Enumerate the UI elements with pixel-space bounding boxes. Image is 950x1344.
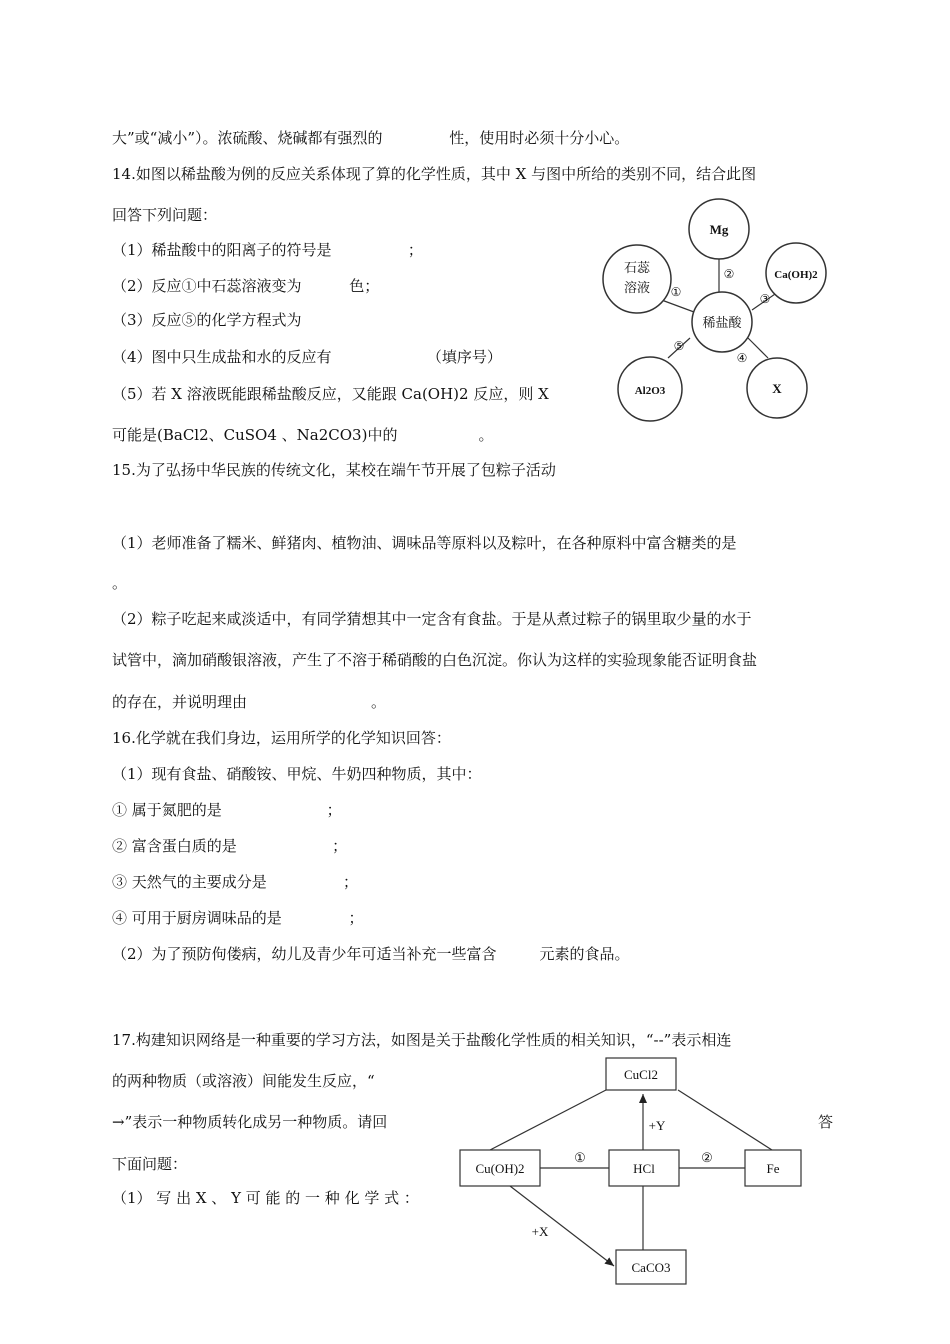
hcl-label: HCl — [633, 1161, 655, 1176]
question-16-part-1: （1）现有食盐、硝酸铵、甲烷、牛奶四种物质，其中： — [112, 765, 482, 783]
litmus-label-2: 溶液 — [623, 280, 651, 295]
litmus-label-1: 石蕊 — [623, 260, 651, 275]
question-16-part-2: （2）为了预防佝偻病，幼儿及青少年可适当补充一些富含 元素的食品。 — [112, 945, 630, 963]
question-16-item-2: ② 富含蛋白质的是 ； — [112, 837, 348, 855]
cucl2-label: CuCl2 — [624, 1067, 658, 1082]
question-14-part-4: （4）图中只生成盐和水的反应有 （填序号） — [112, 348, 502, 366]
question-14-part-3: （3）反应⑤的化学方程式为 — [112, 311, 302, 329]
text-line-1: 大”或“减小”）。浓硫酸、烧碱都有强烈的 性，使用时必须十分小心。 — [112, 129, 630, 147]
question-15-part-1: （1）老师准备了糯米、鲜猪肉、植物油、调味品等原料以及粽叶，在各种原料中富含糖类的是 — [112, 534, 737, 552]
question-16-item-3: ③ 天然气的主要成分是 ； — [112, 873, 359, 891]
question-15-part-2-end: 的存在，并说明理由 。 — [112, 693, 386, 711]
question-15-stem: 15.为了弘扬中华民族的传统文化，某校在端午节开展了包粽子活动 — [112, 461, 556, 479]
reaction-5-marker: ⑤ — [673, 339, 685, 353]
question-16-item-1: ① 属于氮肥的是 ； — [112, 801, 342, 819]
question-16-stem: 16.化学就在我们身边，运用所学的化学知识回答： — [112, 729, 451, 747]
question-14-part-5-cont: 可能是(BaCl2、CuSO4 、Na2CO3)中的 。 — [112, 426, 494, 444]
plus-x-label: +X — [531, 1224, 549, 1239]
fe-label: Fe — [766, 1161, 780, 1176]
reaction-1-marker: ① — [670, 285, 682, 299]
dilute-hcl-label: 稀盐酸 — [702, 315, 742, 330]
question-17-stem-end: 答 — [818, 1113, 834, 1131]
question-14-part-5: （5）若 X 溶液既能跟稀盐酸反应，又能跟 Ca(OH)2 反应，则 X — [112, 385, 549, 403]
question-17-part-1: （1） 写 出 X 、 Y 可 能 的 一 种 化 学 式 ： — [112, 1189, 419, 1207]
caoh2-label: Ca(OH)2 — [774, 269, 818, 281]
al2o3-label: Al2O3 — [634, 385, 666, 397]
question-14-prompt: 回答下列问题： — [112, 206, 218, 224]
litmus-node — [603, 245, 671, 313]
caco3-label: CaCO3 — [631, 1260, 671, 1275]
x-label: X — [772, 381, 782, 396]
reaction-4-marker: ④ — [736, 351, 748, 365]
reaction-1-marker-2: ① — [574, 1150, 586, 1165]
question-15-part-2: （2）粽子吃起来咸淡适中，有同学猜想其中一定含有食盐。于是从煮过粽子的锅里取少量的水于 — [112, 610, 752, 628]
question-17-stem-cont-2: →”表示一种物质转化成另一种物质。请回 — [112, 1113, 388, 1131]
question-14-part-2: （2）反应①中石蕊溶液变为 色； — [112, 277, 380, 295]
question-15-part-2-cont: 试管中，滴加硝酸银溶液，产生了不溶于稀硝酸的白色沉淀。你认为这样的实验现象能否证明食盐 — [112, 651, 758, 669]
question-16-item-4: ④ 可用于厨房调味品的是 ； — [112, 909, 364, 927]
mg-label: Mg — [709, 222, 729, 237]
plus-y-label: +Y — [648, 1118, 666, 1133]
reaction-3-marker: ③ — [759, 292, 771, 306]
reaction-2-marker: ② — [723, 267, 735, 281]
question-17-prompt: 下面问题： — [112, 1155, 188, 1173]
question-15-part-1-end: 。 — [112, 574, 128, 592]
question-14-stem: 14.如图以稀盐酸为例的反应关系体现了算的化学性质，其中 X 与图中所给的类别不同，结合此图 — [112, 165, 757, 183]
question-14-part-1: （1）稀盐酸中的阳离子的符号是 ； — [112, 241, 423, 259]
reaction-2-marker-2: ② — [701, 1150, 713, 1165]
question-17-stem: 17.构建知识网络是一种重要的学习方法，如图是关于盐酸化学性质的相关知识，“--”表示相连 — [112, 1031, 732, 1049]
cuoh2-label: Cu(OH)2 — [475, 1161, 525, 1176]
question-17-stem-cont: 的两种物质（或溶液）间能发生反应，“ — [112, 1072, 375, 1090]
